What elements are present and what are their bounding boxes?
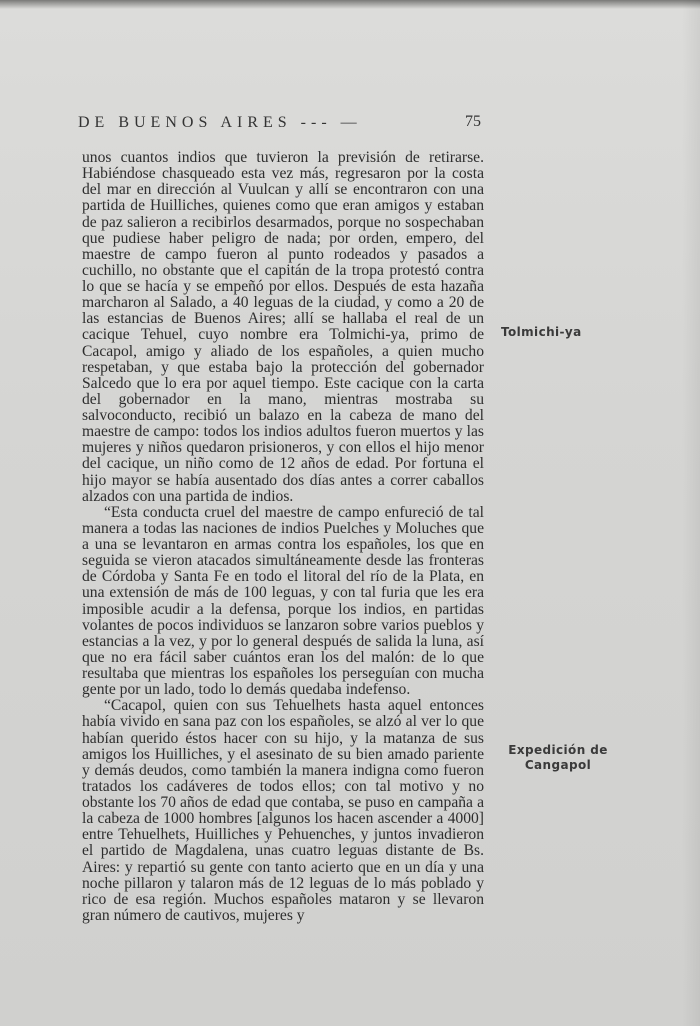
paragraph-1: unos cuantos indios que tuvieron la previsión de retirarse. Habiéndose chasqueado esta vez más, regresaron por la costa del mar en dirección al Vuulcan y allí se encontraron con una partida de Huilliches, quienes como que eran amigos y estaban de paz salieron a recibirlos desarmados, porque no sospechaban que pudiese haber peligro de nada; por orden, empero, del maestre de campo fueron al punto rodeados y pasados a cuchillo, no obstante que el capitán de la tropa protestó contra lo que se hacía y se empeñó por ellos. Después de esta hazaña marcharon al Salado, a 40 leguas de la ciudad, y como a 20 de las estancias de Buenos Aires; allí se hallaba el real de un cacique Tehuel, cuyo nombre era Tolmichi-ya, primo de Cacapol, amigo y aliado de los españoles, a quien mucho respetaban, y que estaba bajo la protección del gobernador Salcedo que lo era por aquel tiempo. Este cacique con la carta del gobernador en la mano, mientras mostraba su salvoconducto, recibió un balazo en la cabeza de mano del maestre de campo: todos los indios adultos fueron muertos y las mujeres y niños quedaron prisioneros, y con ellos el hijo menor del cacique, un niño como de 12 años de edad. Por fortuna el hijo mayor se había ausentado dos días antes a correr caballos alzados con una partida de indios. — [82, 149, 484, 505]
margin-note-expedicion-cangapol — [493, 743, 623, 773]
page-right-shade — [682, 0, 700, 1026]
paragraph-2: “Esta conducta cruel del maestre de campo enfureció de tal manera a todas las naciones de indios Puelches y Moluches que a una se levantaron en armas contra los españoles, los que en seguida se vieron atacados simultáneamente desde las fronteras de Córdoba y Santa Fe en todo el litoral del río de la Plata, en una extensión de más de 100 leguas, y con tal furia que les era imposible acudir a la defensa, porque los indios, en partidas volantes de pocos individuos se lanzaron sobre varios pueblos y estancias a la vez, y por lo general después de salida la luna, así que no era fácil saber cuántos eran los del malón: de lo que resultaba que mientras los españoles los perseguían con mucha gente por un lado, todo lo demás quedaba indefenso. — [82, 503, 484, 699]
page-number: 75 — [465, 113, 481, 130]
paragraph-3: “Cacapol, quien con sus Tehuelhets hasta aquel entonces había vivido en sana paz con los españoles, se alzó al ver lo que habían querido éstos hacer con su hijo, y la matanza de sus amigos los Huilliches, y el asesinato de su bien amado pariente y demás deudos, como también la manera indigna como fueron tratados los cadáveres de todos ellos; con tal motivo y no obstante los 70 años de edad que contaba, se puso en campaña a la cabeza de 1000 hombres [algunos los hacen ascender a 4000] entre Tehuelhets, Huilliches y Pehuenches, y juntos invadieron el partido de Magdalena, unas cuatro leguas distante de Bs. Aires: y repartió su gente con tanto acierto que en un día y una noche pillaron y talaron más de 12 leguas de lo más poblado y rico de esa región. Muchos españoles mataron y se llevaron gran número de cautivos, mujeres y — [82, 697, 484, 924]
running-head-title: DE BUENOS AIRES --- — — [78, 114, 362, 131]
margin-note-tolmichi-ya: Tolmichi-ya — [501, 325, 582, 339]
margin-note-line-2: Cangapol — [524, 758, 592, 772]
main-text — [82, 150, 484, 924]
margin-note-line-1: Expedición de — [508, 743, 608, 757]
page-top-edge — [0, 0, 700, 9]
